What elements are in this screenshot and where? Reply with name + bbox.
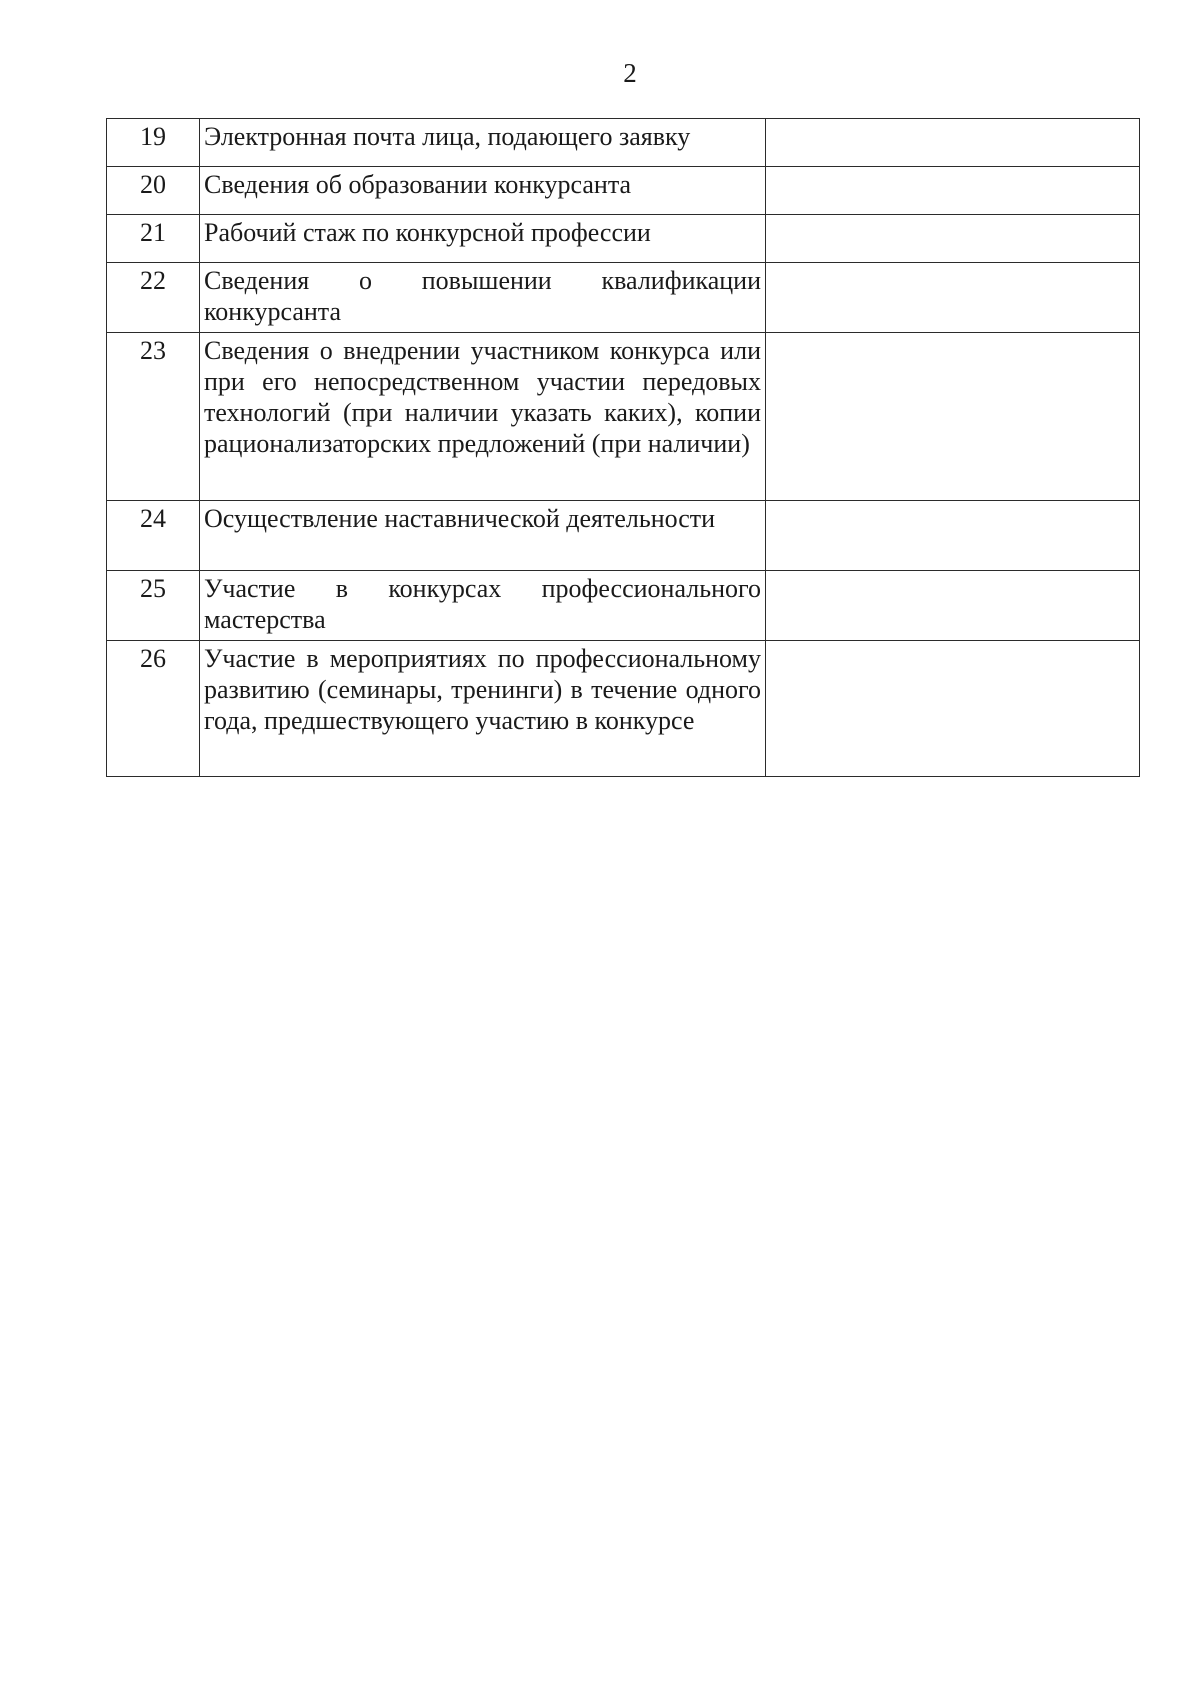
row-value-cell [766, 641, 1140, 777]
row-field-label: Осуществление наставнической деятельности [200, 501, 766, 571]
row-number: 23 [107, 333, 200, 501]
row-field-label: Электронная почта лица, подающего заявку [200, 119, 766, 167]
row-number: 21 [107, 215, 200, 263]
row-field-label: Сведения о внедрении участником конкурса или при его непосредственном участии передовых технологий (при наличии указать каких), копии рационализаторских предложений (при наличии) [200, 333, 766, 501]
table-row [107, 641, 1140, 777]
table-row [107, 501, 1140, 571]
page-number: 2 [623, 58, 637, 88]
row-value-cell [766, 263, 1140, 333]
row-number: 20 [107, 167, 200, 215]
row-number: 19 [107, 119, 200, 167]
table-row [107, 263, 1140, 333]
table-row [107, 571, 1140, 641]
row-field-label: Сведения об образовании конкурсанта [200, 167, 766, 215]
row-value-cell [766, 215, 1140, 263]
row-number: 24 [107, 501, 200, 571]
table-row [107, 215, 1140, 263]
table-row [107, 167, 1140, 215]
row-value-cell [766, 167, 1140, 215]
row-field-label: Сведения о повышении квалификации конкурсанта [200, 263, 766, 333]
row-value-cell [766, 333, 1140, 501]
row-value-cell [766, 571, 1140, 641]
row-field-label: Участие в конкурсах профессионального мастерства [200, 571, 766, 641]
row-field-label: Рабочий стаж по конкурсной профессии [200, 215, 766, 263]
row-number: 25 [107, 571, 200, 641]
row-number: 26 [107, 641, 200, 777]
table-row [107, 119, 1140, 167]
row-number: 22 [107, 263, 200, 333]
application-form-table [106, 118, 1140, 777]
table-row [107, 333, 1140, 501]
row-value-cell [766, 119, 1140, 167]
row-value-cell [766, 501, 1140, 571]
row-field-label: Участие в мероприятиях по профессиональному развитию (семинары, тренинги) в течение одного года, предшествующего участию в конкурсе [200, 641, 766, 777]
